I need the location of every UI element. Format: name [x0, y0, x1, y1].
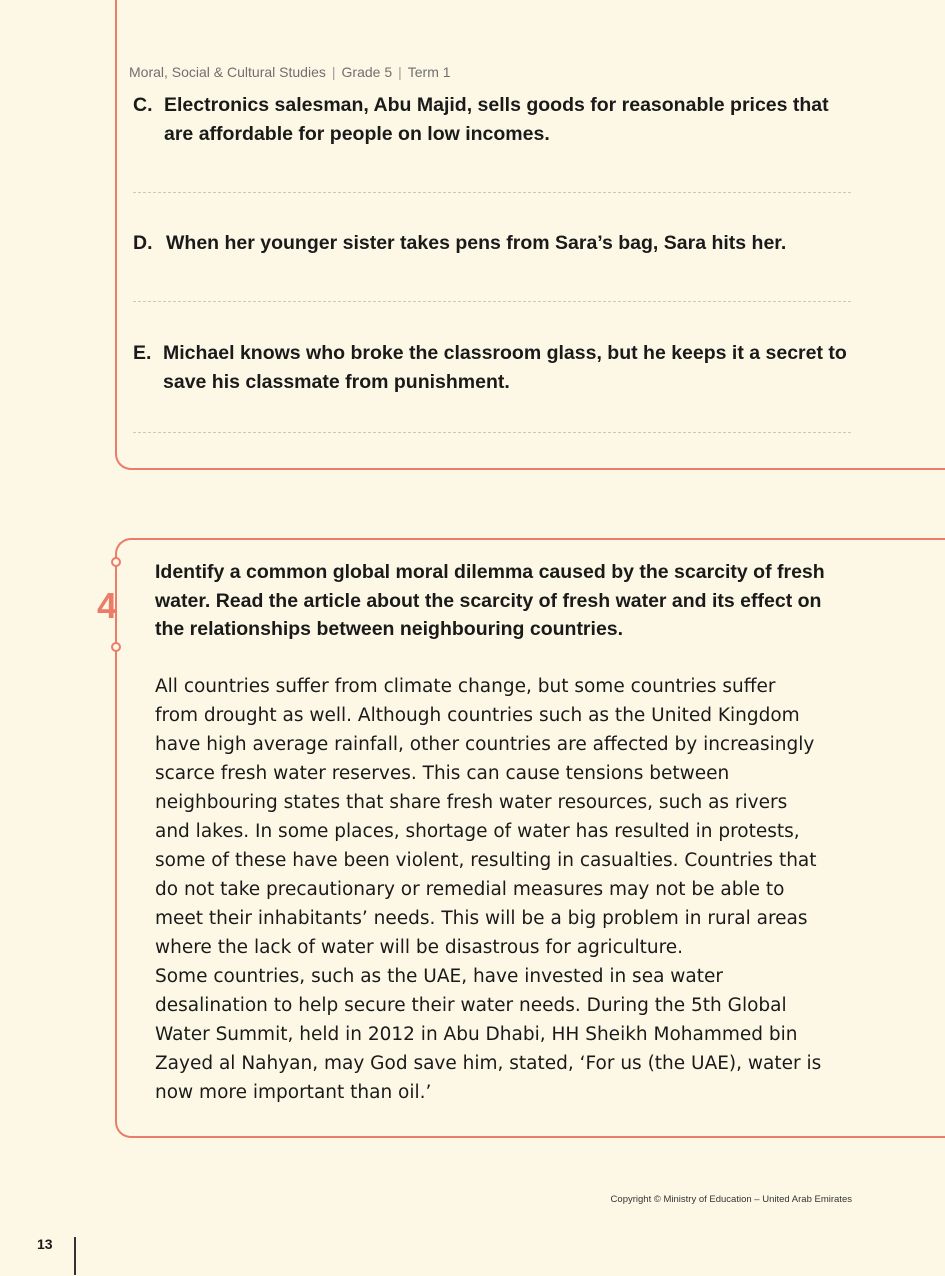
item-e: [133, 339, 853, 397]
item-text: Michael knows who broke the classroom glass, but he keeps it a secret to save his classmate from punishment.: [163, 342, 847, 393]
article-line: from drought as well. Although countries such as the United Kingdom: [155, 705, 800, 726]
item-c: [133, 91, 853, 149]
item-text: When her younger sister takes pens from Sara’s bag, Sara hits her.: [166, 232, 787, 254]
item-d: [133, 229, 853, 258]
article-line: meet their inhabitants’ needs. This will be a big problem in rural areas: [155, 908, 808, 929]
article-line: Some countries, such as the UAE, have invested in sea water: [155, 966, 724, 987]
item-letter: C.: [133, 94, 153, 116]
item-letter: D.: [133, 232, 153, 254]
header-separator: |: [398, 64, 402, 80]
article-line: scarce fresh water reserves. This can cause tensions between: [155, 763, 730, 784]
page-number-divider: [74, 1237, 76, 1275]
exercise-number: 4: [97, 585, 118, 626]
article-line: do not take precautionary or remedial measures may not be able to: [155, 879, 785, 900]
header-grade: Grade 5: [341, 64, 393, 80]
article-line: desalination to help secure their water needs. During the 5th Global: [155, 995, 787, 1016]
answer-line-d[interactable]: [133, 301, 851, 302]
item-letter: E.: [133, 342, 152, 364]
article-line: neighbouring states that share fresh water resources, such as rivers: [155, 792, 788, 813]
item-text: Electronics salesman, Abu Majid, sells goods for reasonable prices that are affordable for people on low incomes.: [164, 94, 829, 145]
header-separator: |: [331, 64, 336, 80]
frame-connector-dot: [111, 642, 121, 652]
exercise-question: Identify a common global moral dilemma caused by the scarcity of fresh water. Read the article about the scarcity of fresh water and its effect on the relationships between neighbouring countries.: [155, 561, 825, 641]
article-line: and lakes. In some places, shortage of water has resulted in protests,: [155, 821, 800, 842]
header-subject: Moral, Social & Cultural Studies: [129, 64, 326, 80]
article-line: where the lack of water will be disastrous for agriculture.: [155, 937, 684, 958]
article-line: some of these have been violent, resulting in casualties. Countries that: [155, 850, 817, 871]
page-number: 13: [37, 1236, 53, 1252]
header-term: Term 1: [407, 64, 451, 80]
page-header: [129, 64, 451, 80]
article-line: All countries suffer from climate change, but some countries suffer: [155, 676, 776, 697]
article-line: Water Summit, held in 2012 in Abu Dhabi, HH Sheikh Mohammed bin: [155, 1024, 798, 1045]
answer-line-c[interactable]: [133, 192, 851, 193]
copyright-notice: Copyright © Ministry of Education – United Arab Emirates: [610, 1194, 852, 1205]
article-text: [155, 672, 855, 1107]
answer-line-e[interactable]: [133, 432, 851, 433]
frame-connector-dot: [111, 557, 121, 567]
article-line: have high average rainfall, other countries are affected by increasingly: [155, 734, 815, 755]
article-line: now more important than oil.’: [155, 1082, 432, 1103]
article-line: Zayed al Nahyan, may God save him, stated, ‘For us (the UAE), water is: [155, 1053, 822, 1074]
